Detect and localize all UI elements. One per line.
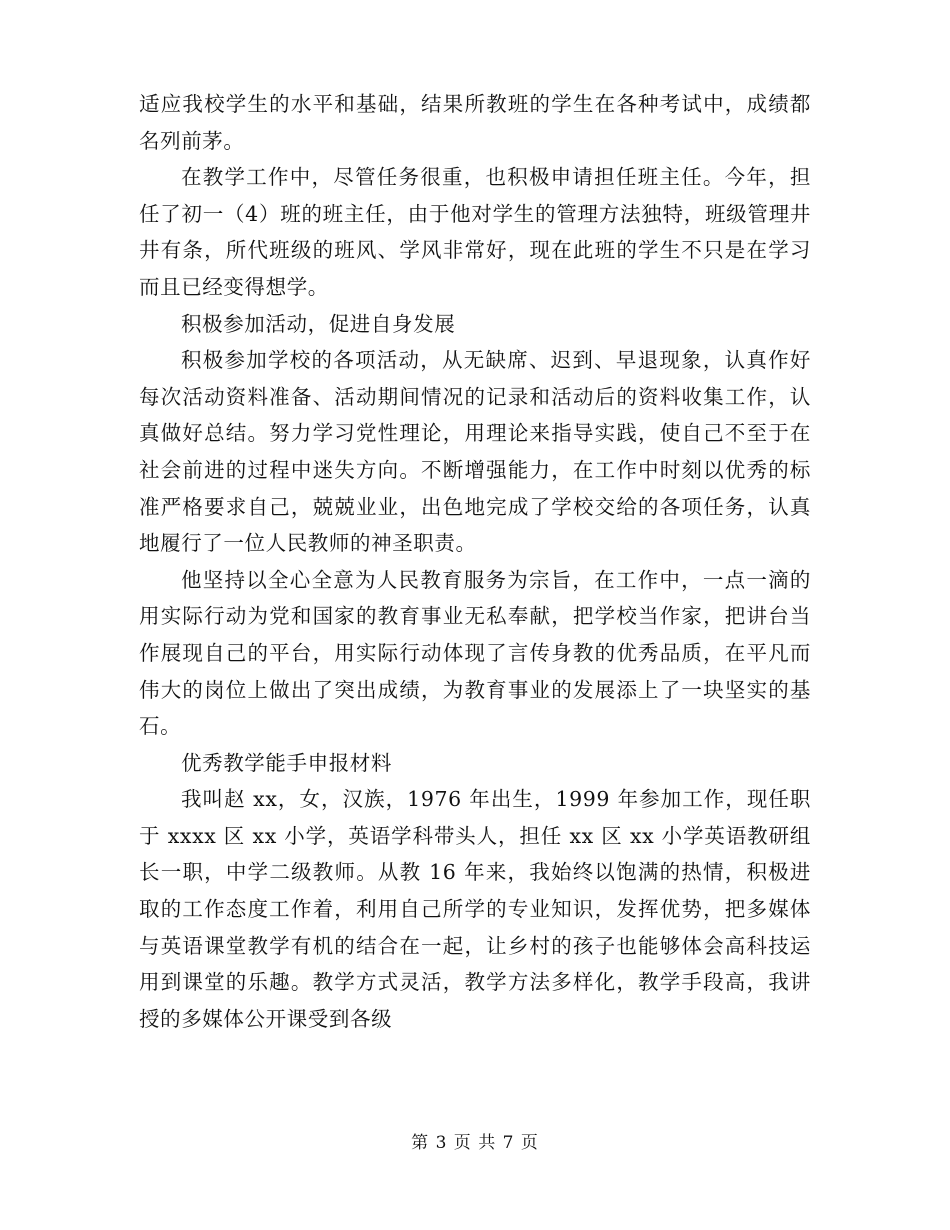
paragraph-4: 他坚持以全心全意为人民教育服务为宗旨，在工作中，一点一滴的用实际行动为党和国家的教育事业无私奉献，把学校当作家，把讲台当作展现自己的平台，用实际行动体现了言传身教的优秀品质，在平凡而伟大的岗位上做出了突出成绩，为教育事业的发展添上了一块坚实的基石。 [139, 567, 811, 739]
page-number-label: 第 3 页 共 7 页 [411, 1133, 539, 1153]
paragraph-3: 积极参加学校的各项活动，从无缺席、迟到、早退现象，认真作好每次活动资料准备、活动期间情况的记录和活动后的资料收集工作，认真做好总结。努力学习党性理论，用理论来指导实践，使自己不至于在社会前进的过程中迷失方向。不断增强能力，在工作中时刻以优秀的标准严格要求自己，兢兢业业，出色地完成了学校交给的各项任务，认真地履行了一位人民教师的神圣职责。 [139, 348, 811, 556]
paragraph-2: 在教学工作中，尽管任务很重，也积极申请担任班主任。今年，担任了初一（4）班的班主任，由于他对学生的管理方法独特，班级管理井井有条，所代班级的班风、学风非常好，现在此班的学生不只是在学习而且已经变得想学。 [139, 165, 811, 299]
paragraph-5: 我叫赵 xx，女，汉族，1976 年出生，1999 年参加工作，现任职于 xxxx 区 xx 小学，英语学科带头人，担任 xx 区 xx 小学英语教研组长一职，中学二级教师。从教 16 年来，我始终以饱满的热情，积极进取的工作态度工作着，利用自己所学的专业知识，发挥优势，把多媒体与英语课堂教学有机的结合在一起，让乡村的孩子也能够体会高科技运用到课堂的乐趣。教学方式灵活，教学方法多样化，教学手段高，我讲授的多媒体公开课受到各级 [139, 787, 811, 1031]
document-body [139, 86, 811, 1037]
section-heading-activities: 积极参加活动，促进自身发展 [181, 311, 456, 336]
section-heading-application: 优秀教学能手申报材料 [181, 750, 392, 775]
paragraph-1: 适应我校学生的水平和基础，结果所教班的学生在各种考试中，成绩都名列前茅。 [139, 92, 811, 153]
page-footer [0, 1131, 950, 1155]
